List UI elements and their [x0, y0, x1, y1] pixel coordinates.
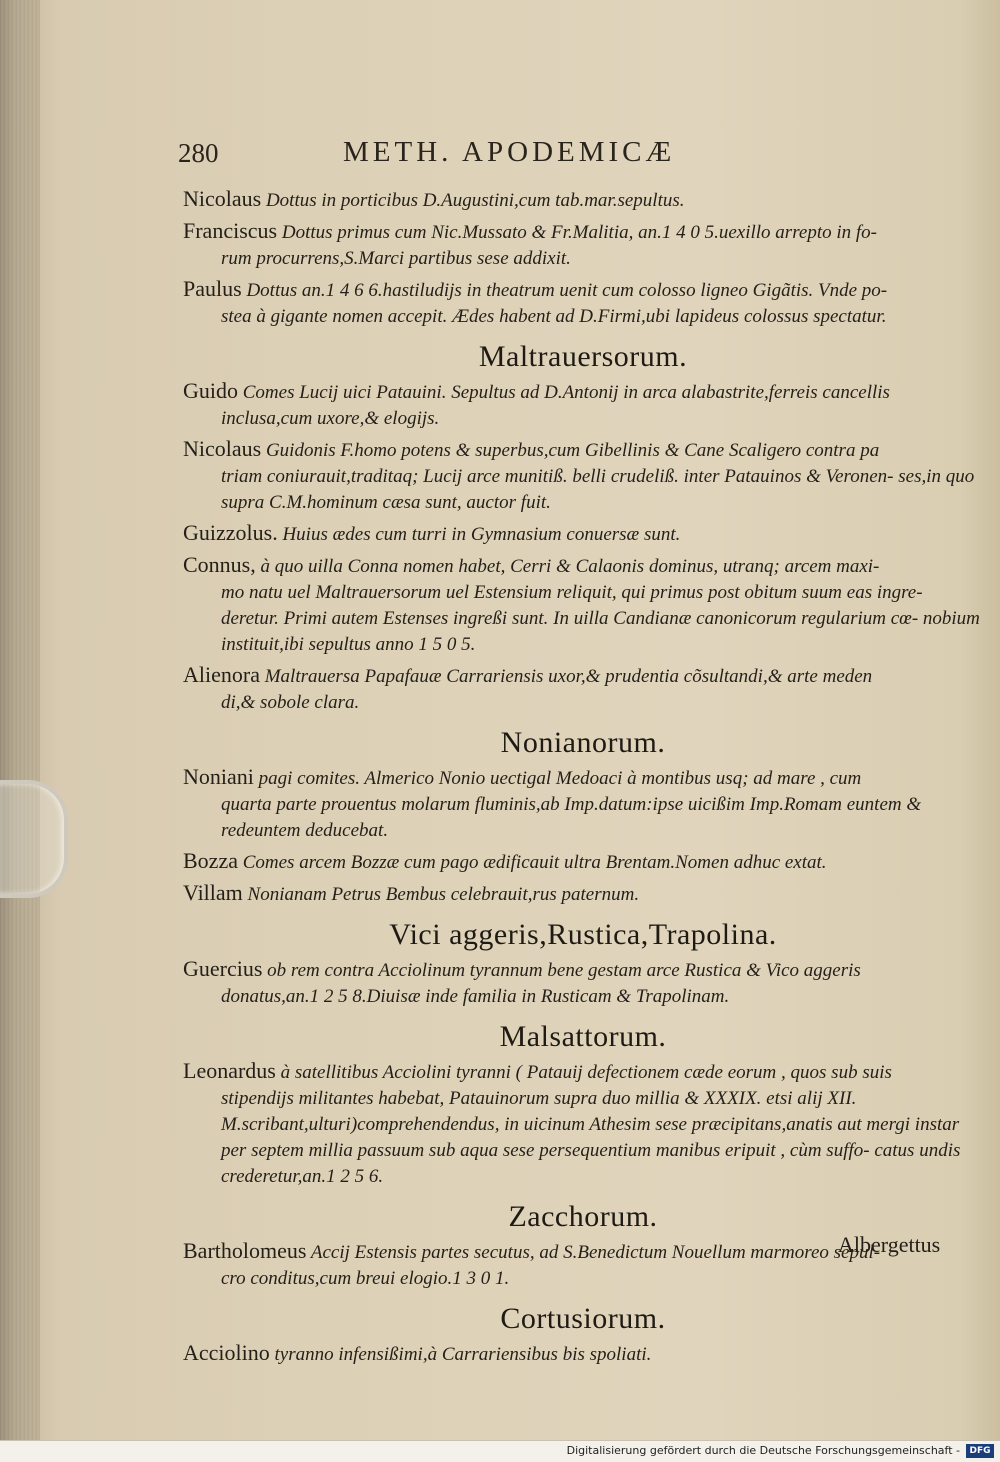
entry-name: Franciscus [183, 218, 278, 243]
funding-credit: Digitalisierung gefördert durch die Deutsche Forschungsgemeinschaft - [566, 1444, 960, 1457]
entry-text: Huius ædes cum turri in Gymnasium conuersæ sunt. [282, 524, 681, 545]
section-title: Malsattorum. [499, 1020, 667, 1053]
body-text [183, 186, 983, 1372]
entry-alienora [183, 662, 983, 716]
entry-text: ob rem contra Acciolinum tyrannum bene gestam arce Rustica & Vico aggeris [267, 960, 861, 981]
paper-clip [0, 780, 68, 898]
section-title: Nonianorum. [500, 726, 666, 759]
entry-text: Accij Estensis partes secutus, ad S.Benedictum Nouellum marmoreo sepul- [310, 1242, 881, 1263]
entry-name: Noniani [183, 764, 254, 789]
section-title: Zacchorum. [508, 1200, 658, 1233]
entry-name: Guido [183, 378, 238, 403]
entry-text: Maltrauersa Papafauæ Carrariensis uxor,& prudentia cõsultandi,& arte meden [264, 666, 873, 687]
entry-continuation: stipendijs militantes habebat, Patauinorum supra duo millia & XXXIX. etsi alij XII. M.scribant,ulturi)comprehendendus, in uicinum Athesim sese præcipitans,anatis aut mergi instar per septem millia passuum sub aqua sese persequentium manibus eripuit , cùm suffo- catus undis crederetur,an.1 2 5 6. [221, 1088, 961, 1187]
entry-text: pagi comites. Almerico Nonio uectigal Medoaci à montibus usq; ad mare , cum [258, 768, 862, 789]
entry-name: Guizzolus. [183, 520, 278, 545]
entry-text: Nonianam Petrus Bembus celebrauit,rus paternum. [247, 884, 640, 905]
entry-name: Nicolaus [183, 186, 262, 211]
entry-text: Dottus primus cum Nic.Mussato & Fr.Malitia, an.1 4 0 5.uexillo arrepto in fo- [281, 222, 877, 243]
entry-text: Dottus an.1 4 6 6.hastiludijs in theatrum uenit cum colosso ligneo Gigãtis. Vnde po- [246, 280, 888, 301]
entry-name: Leonardus [183, 1058, 276, 1083]
book-page-edges [0, 0, 40, 1440]
entry-acciolino [183, 1340, 983, 1368]
entry-continuation: inclusa,cum uxore,& elogijs. [221, 408, 440, 429]
entry-continuation: quarta parte prouentus molarum fluminis,ab Imp.datum:ipse uicißim Imp.Romam euntem & redeuntem deducebat. [221, 794, 922, 841]
page-number: 280 [178, 138, 219, 168]
footer-bar [0, 1440, 1000, 1462]
entry-name: Nicolaus [183, 436, 262, 461]
entry-continuation: stea à gigante nomen accepit. Ædes habent ad D.Firmi,ubi lapideus colossus spectatur. [221, 306, 887, 327]
entry-guido [183, 378, 983, 432]
entry-continuation: cro conditus,cum breui elogio.1 3 0 1. [221, 1268, 510, 1289]
entry-name: Bartholomeus [183, 1238, 307, 1263]
entry-name: Acciolino [183, 1340, 270, 1365]
entry-noniani [183, 764, 983, 844]
section-title: Vici aggeris,Rustica,Trapolina. [389, 918, 777, 951]
catchword: Albergettus [838, 1232, 941, 1257]
entry-text: Guidonis F.homo potens & superbus,cum Gibellinis & Cane Scaligero contra pa [265, 440, 880, 461]
running-title: METH. APODEMICÆ [343, 136, 676, 168]
entry-villam [183, 880, 983, 908]
entry-franciscus [183, 218, 983, 272]
entry-guercius [183, 956, 983, 1010]
page-header [178, 132, 798, 176]
entry-name: Alienora [183, 662, 260, 687]
entry-nicolaus-dottus [183, 186, 983, 214]
entry-text: Comes Lucij uici Patauini. Sepultus ad D.Antonij in arca alabastrite,ferreis cancellis [242, 382, 890, 403]
entry-name: Paulus [183, 276, 242, 301]
entry-text: Dottus in porticibus D.Augustini,cum tab.mar.sepultus. [265, 190, 685, 211]
entry-nicolaus-guidonis [183, 436, 983, 516]
section-title: Cortusiorum. [500, 1302, 666, 1335]
entry-guizzolus [183, 520, 983, 548]
entry-continuation: di,& sobole clara. [221, 692, 360, 713]
entry-continuation: triam coniurauit,traditaq; Lucij arce munitiß. belli crudeliß. inter Patauinos & Veronen- ses,in quo supra C.M.hominum cæsa sunt, auctor fuit. [221, 466, 975, 513]
entry-text: tyranno infensißimi,à Carrariensibus bis spoliati. [274, 1344, 652, 1365]
entry-text: à satellitibus Acciolini tyranni ( Patauij defectionem cæde eorum , quos sub suis [280, 1062, 892, 1083]
entry-leonardus [183, 1058, 983, 1190]
entry-connus [183, 552, 983, 658]
entry-continuation: donatus,an.1 2 5 8.Diuisæ inde familia in Rusticam & Trapolinam. [221, 986, 730, 1007]
entry-name: Bozza [183, 848, 238, 873]
entry-continuation: mo natu uel Maltrauersorum uel Estensium reliquit, qui primus post obitum suum eas ingre- deretur. Primi autem Estenses ingreßi sunt. In uilla Candianæ canonicorum regularium cœ- nobium instituit,ibi sepultus anno 1 5 0 5. [221, 582, 980, 655]
entry-name: Guercius [183, 956, 263, 981]
section-title: Maltrauersorum. [478, 340, 688, 373]
entry-name: Villam [183, 880, 243, 905]
entry-paulus [183, 276, 983, 330]
entry-text: à quo uilla Conna nomen habet, Cerri & Calaonis dominus, utranq; arcem maxi- [260, 556, 880, 577]
dfg-logo: DFG [966, 1444, 994, 1458]
entry-continuation: rum procurrens,S.Marci partibus sese addixit. [221, 248, 571, 269]
entry-text: Comes arcem Bozzæ cum pago ædificauit ultra Brentam.Nomen adhuc extat. [242, 852, 827, 873]
entry-bozza [183, 848, 983, 876]
entry-name: Connus, [183, 552, 256, 577]
